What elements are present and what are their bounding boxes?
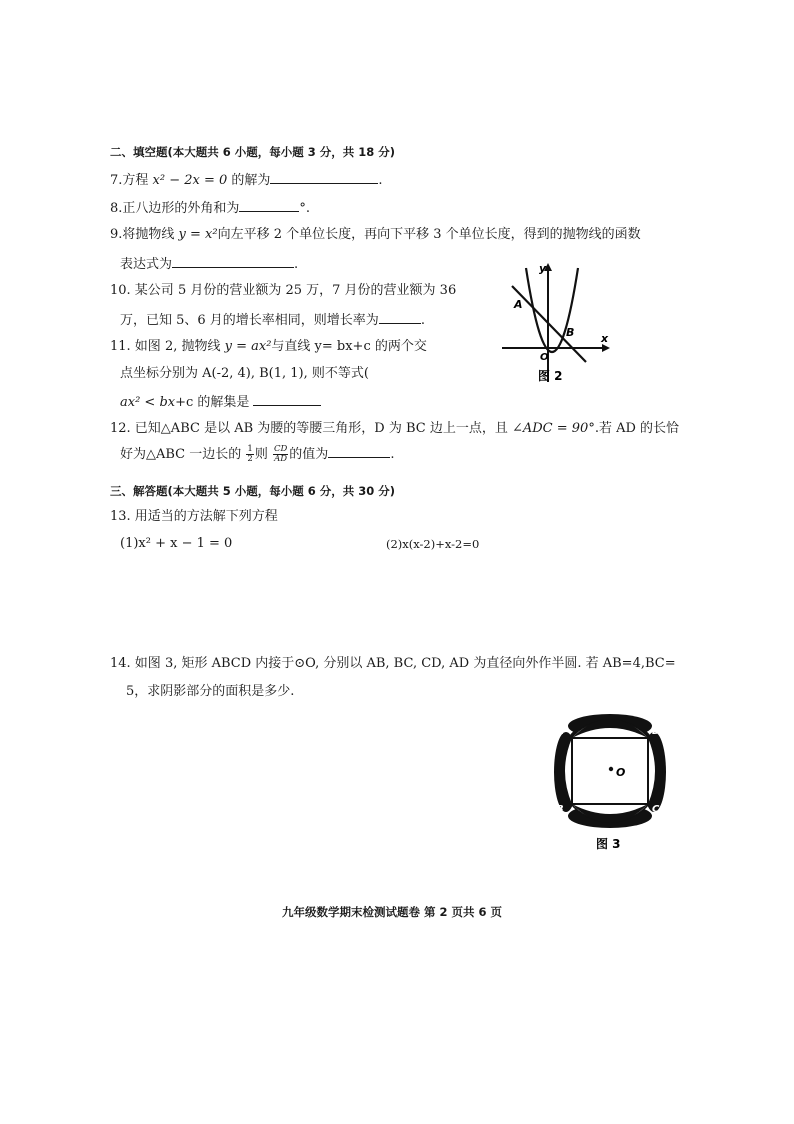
q9-line2: 表达式为 — [120, 257, 173, 272]
question-10-line-2 — [120, 310, 425, 330]
section-3-heading: 三、解答题(本大题共 5 小题，每小题 6 分，共 30 分) — [110, 484, 396, 498]
fig2-label-y: y — [539, 262, 547, 275]
fig3-label-d: D — [652, 726, 661, 737]
question-8 — [110, 198, 310, 218]
q7-answer-blank[interactable] — [270, 170, 378, 184]
q12-answer-blank[interactable] — [328, 444, 390, 458]
fig2-x-arrow — [602, 344, 610, 352]
fig3-label-c: C — [652, 804, 660, 815]
q11-equation: y = ax² — [224, 339, 272, 354]
question-13-part-1: (1)x² + x − 1 = 0 — [120, 536, 233, 551]
fig2-caption: 图 2 — [538, 369, 563, 383]
page-footer: 九年级数学期末检测试题卷 第 2 页共 6 页 — [282, 905, 503, 919]
question-11-line-3 — [120, 392, 321, 412]
q7-equation: x² − 2x = 0 — [152, 173, 228, 188]
q9-post: 向左平移 2 个单位长度，再向下平移 3 个单位长度，得到的抛物线的函数 — [217, 227, 641, 242]
fig2-point-a: A — [514, 298, 523, 311]
q12-frac2-num: CD — [273, 444, 288, 454]
q7-post: 的解为 — [227, 173, 271, 188]
figure-3 — [548, 712, 674, 854]
fig2-label-x: x — [601, 332, 609, 345]
question-13-title: 13. 用适当的方法解下列方程 — [110, 509, 278, 524]
q8-text: 8.正八边形的外角和为 — [110, 201, 240, 216]
q10-answer-blank[interactable] — [379, 310, 421, 324]
q12-frac1-num: 1 — [247, 444, 253, 454]
q9-equation: y = x² — [178, 227, 218, 242]
q12-line2-mid: 则 — [254, 447, 272, 462]
q12-pre: 12. 已知△ABC 是以 AB 为腰的等腰三角形，D 为 BC 边上一点，且 — [110, 421, 512, 436]
q8-end: °. — [299, 201, 311, 216]
question-7 — [110, 170, 383, 190]
question-11-line-1 — [110, 338, 427, 356]
fig3-label-a: A — [556, 726, 564, 737]
question-9-line-2 — [120, 254, 298, 274]
fig2-point-b: B — [566, 326, 575, 339]
q7-pre: 方程 — [122, 173, 153, 188]
q11-inequality: ax² < bx — [120, 395, 176, 410]
q10-end: . — [420, 313, 425, 328]
figure-2 — [496, 258, 614, 388]
q11-answer-blank[interactable] — [253, 392, 321, 406]
question-12-line-2 — [120, 444, 394, 464]
question-9-line-1 — [110, 226, 641, 244]
fig3-center-dot — [609, 767, 613, 771]
q12-fraction-half — [246, 445, 253, 464]
question-11-line-2: 点坐标分别为 A(-2, 4), B(1, 1), 则不等式( — [120, 366, 369, 381]
question-14-line-2: 5，求阴影部分的面积是多少. — [126, 684, 295, 699]
q7-end: . — [378, 173, 383, 188]
q8-answer-blank[interactable] — [239, 198, 299, 212]
question-12-line-1 — [110, 420, 679, 438]
fig3-rectangle-abcd — [572, 738, 648, 804]
q9-pre: 9.将抛物线 — [110, 227, 179, 242]
q11-pre: 11. 如图 2, 抛物线 — [110, 339, 225, 354]
q7-number: 7. — [110, 173, 123, 188]
q12-frac1-den: 2 — [247, 454, 253, 464]
q9-answer-blank[interactable] — [172, 254, 294, 268]
q11-post: 与直线 y= bx+c 的两个交 — [271, 339, 427, 354]
q12-angle: ∠ADC = 90° — [511, 421, 595, 436]
q10-line2: 万，已知 5、6 月的增长率相同，则增长率为 — [120, 313, 379, 328]
question-14-line-1: 14. 如图 3, 矩形 ABCD 内接于⊙O, 分别以 AB, BC, CD, AD 为直径向外作半圆. 若 AB=4,BC= — [110, 656, 676, 671]
q12-line2-post: 的值为 — [289, 447, 329, 462]
question-10-line-1: 10. 某公司 5 月份的营业额为 25 万，7 月份的营业额为 36 — [110, 283, 457, 298]
question-13-part-2: (2)x(x-2)+x-2=0 — [386, 537, 480, 551]
fig2-origin: O — [540, 352, 549, 363]
fig3-caption: 图 3 — [596, 837, 621, 851]
q12-line2-pre: 好为△ABC 一边长的 — [120, 447, 246, 462]
fig3-label-b: B — [556, 804, 564, 815]
q12-end: . — [390, 447, 395, 462]
fig3-label-o: O — [616, 766, 626, 779]
q12-fraction-cd-ad — [273, 445, 288, 464]
fig2-parabola — [526, 268, 578, 352]
q12-frac2-den: AD — [274, 454, 288, 464]
section-2-heading: 二、填空题(本大题共 6 小题，每小题 3 分，共 18 分) — [110, 145, 396, 159]
q11-line3-post: +c 的解集是 — [175, 395, 250, 410]
q12-post: .若 AD 的长恰 — [594, 421, 680, 436]
q9-end: . — [294, 257, 299, 272]
